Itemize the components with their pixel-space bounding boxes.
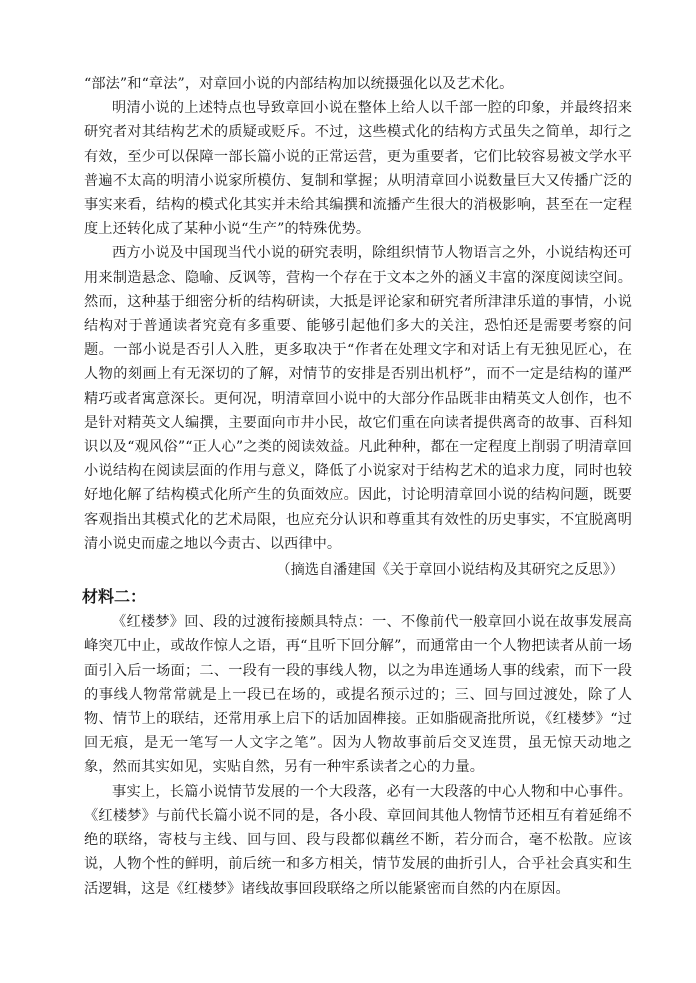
paragraph-1: “部法”和“章法”，对章回小说的内部结构加以统摄强化以及艺术化。 xyxy=(84,76,514,92)
section-heading-material-two: 材料二： xyxy=(82,587,147,607)
paragraph-3: 西方小说及中国现当代小说的研究表明，除组织情节人物语言之外，小说结构还可用来制造悬念、隐喻、反讽等，营构一个存在于文本之外的涵义丰富的深度阅读空间。然而，这种基于细密分析的结构研读，大抵是评论家和研究者所津津乐道的事情，小说结构对于普通读者究竟有多重要、能够引起他们多大的关注，恐怕还是需要考察的问题。一部小说是否引人入胜，更多取决于“作者在处理文字和对话上有无独见匠心，在人物的刻画上有无深切的了解，对情节的安排是否别出机杼”，而不一定是结构的谨严精巧或者寓意深长。更何况，明清章回小说中的大部分作品既非由精英文人创作，也不是针对精英文人编撰，主要面向市井小民，故它们重在向读者提供离奇的故事、百科知识以及“观风俗”“正人心”之类的阅读效益。凡此种种，都在一定程度上削弱了明清章回小说结构在阅读层面的作用与意义，降低了小说家对于结构艺术的追求力度，同时也较好地化解了结构模式化所产生的负面效应。因此，讨论明清章回小说的结构问题，既要客观指出其模式化的艺术局限，也应充分认识和尊重其有效性的历史事实，不宜脱离明清小说史而虚之地以今责古、以西律中。 xyxy=(84,245,632,552)
document-page xyxy=(84,72,632,901)
paragraph-4: 《红楼梦》回、段的过渡衔接颇具特点：一、不像前代一般章回小说在故事发展高峰突兀中止，或故作惊人之语，再“且听下回分解”，而通常由一个人物把读者从前一场面引入后一场面；二、一段有一段的事线人物，以之为串连通场人事的线索，而下一段的事线人物常常就是上一段已在场的，或提名预示过的；三、回与回过渡处，除了人物、情节上的联结，还常用承上启下的话加固榫接。正如脂砚斋批所说，《红楼梦》“过回无痕，是无一笔写一人文字之笔”。因为人物故事前后交叉连贯，虽无惊天动地之象，然而其实如见，实贴自然，另有一种牢系读者之心的力量。 xyxy=(84,614,632,776)
paragraph-5: 事实上，长篇小说情节发展的一个大段落，必有一大段落的中心人物和中心事件。《红楼梦》与前代长篇小说不同的是，各小段、章回间其他人物情节还相互有着延绵不绝的联络，寄枝与主线、回与回、段与段都似藕丝不断，若分而合，毫不松散。应该说，人物个性的鲜明，前后统一和多方相关，情节发展的曲折引人，合乎社会真实和生活逻辑，这是《红楼梦》诸线故事回段联络之所以能紧密而自然的内在原因。 xyxy=(84,783,632,897)
source-citation: （摘选自潘建国《关于章回小说结构及其研究之反思》） xyxy=(276,562,624,579)
paragraph-2: 明清小说的上述特点也导致章回小说在整体上给人以千部一腔的印象，并最终招来研究者对其结构艺术的质疑或贬斥。不过，这些模式化的结构方式虽失之简单，却行之有效，至少可以保障一部长篇小说的正常运营，更为重要者，它们比较容易被文学水平普遍不太高的明清小说家所模仿、复制和掌握；从明清章回小说数量巨大又传播广泛的事实来看，结构的模式化其实并未给其编撰和流播产生很大的消极影响，甚至在一定程度上还转化成了某种小说“生产”的特殊优势。 xyxy=(84,100,632,238)
